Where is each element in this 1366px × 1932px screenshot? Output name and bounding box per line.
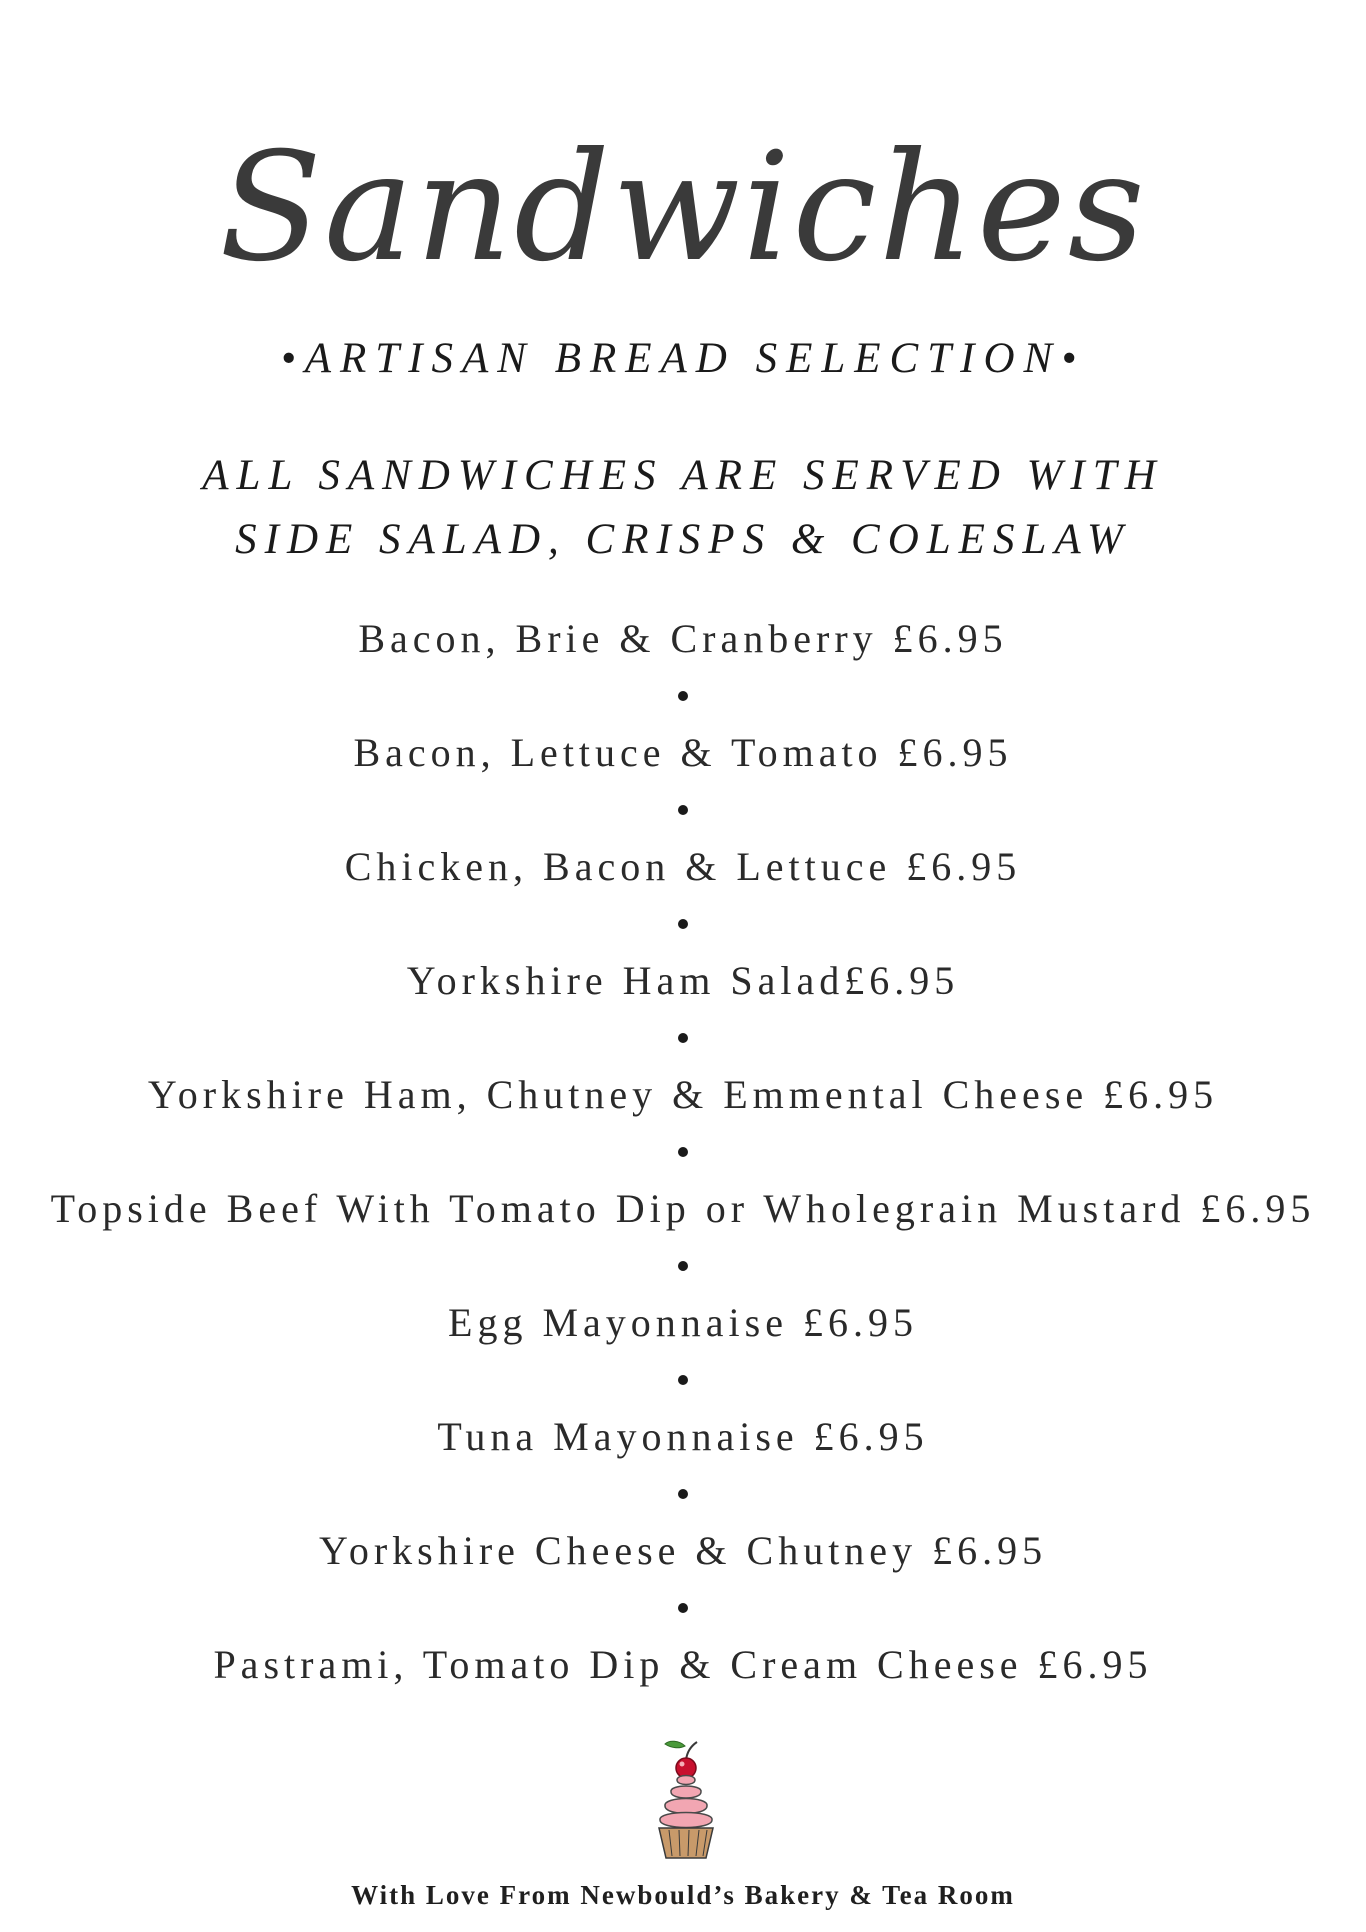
separator <box>0 896 1366 952</box>
bullet-dot-icon <box>678 1261 688 1271</box>
menu-item: Bacon, Brie & Cranberry £6.95 <box>358 616 1008 661</box>
menu-item: Egg Mayonnaise £6.95 <box>448 1300 918 1345</box>
menu-item: Chicken, Bacon & Lettuce £6.95 <box>344 844 1022 889</box>
separator <box>0 1580 1366 1636</box>
bullet-dot-icon <box>678 919 688 929</box>
separator <box>0 1238 1366 1294</box>
menu-item: Bacon, Lettuce & Tomato £6.95 <box>353 730 1013 775</box>
menu-title: Sandwiches <box>219 121 1147 295</box>
separator <box>0 1466 1366 1522</box>
serving-note-line-1: ALL SANDWICHES ARE SERVED WITH <box>202 452 1164 499</box>
menu-item: Yorkshire Cheese & Chutney £6.95 <box>318 1528 1048 1573</box>
menu-subtitle: •ARTISAN BREAD SELECTION• <box>280 335 1086 382</box>
sandwich-list <box>0 610 1366 1694</box>
separator <box>0 782 1366 838</box>
menu-item: Topside Beef With Tomato Dip or Wholegrain Mustard £6.95 <box>50 1186 1316 1231</box>
bullet-dot-icon <box>678 1603 688 1613</box>
menu-item: Yorkshire Ham, Chutney & Emmental Cheese £6.95 <box>147 1072 1219 1117</box>
menu-item: Pastrami, Tomato Dip & Cream Cheese £6.95 <box>213 1642 1153 1687</box>
bullet-dot-icon <box>678 1375 688 1385</box>
footer-signature: With Love From Newbould’s Bakery & Tea Room <box>351 1880 1015 1910</box>
separator <box>0 1352 1366 1408</box>
separator <box>0 668 1366 724</box>
separator <box>0 1010 1366 1066</box>
bullet-dot-icon <box>678 691 688 701</box>
bullet-dot-icon <box>678 1147 688 1157</box>
bullet-dot-icon <box>678 805 688 815</box>
separator <box>0 1124 1366 1180</box>
menu-item: Yorkshire Ham Salad£6.95 <box>406 958 960 1003</box>
menu-item: Tuna Mayonnaise £6.95 <box>437 1414 929 1459</box>
serving-note-line-2: SIDE SALAD, CRISPS & COLESLAW <box>235 516 1131 563</box>
cherry-cupcake-icon <box>651 1736 721 1860</box>
serving-note <box>0 444 1366 572</box>
bullet-dot-icon <box>678 1033 688 1043</box>
bullet-dot-icon <box>678 1489 688 1499</box>
